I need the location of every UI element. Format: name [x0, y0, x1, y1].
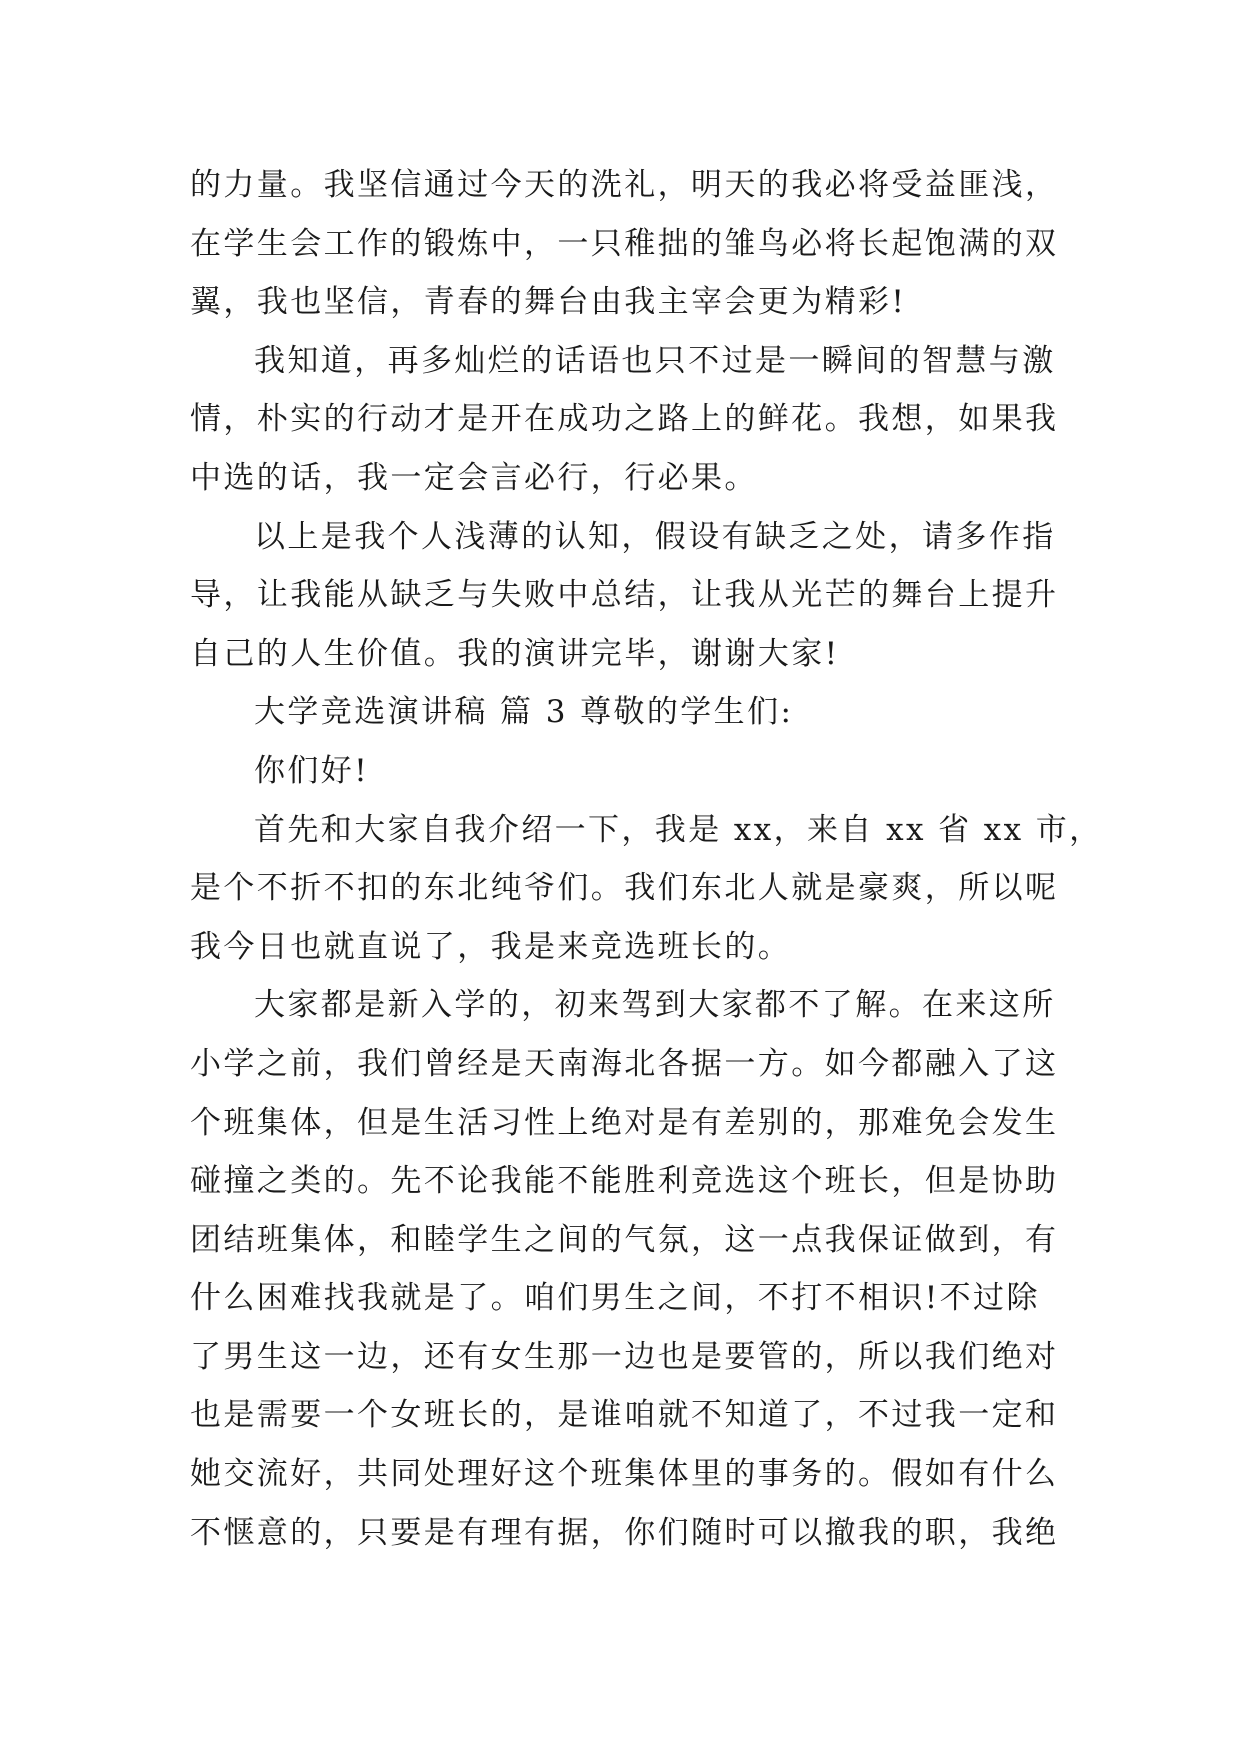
text-line: 以上是我个人浅薄的认知，假设有缺乏之处，请多作指: [254, 518, 1056, 555]
document-body: [190, 156, 1103, 1562]
text-line: 我知道，再多灿烂的话语也只不过是一瞬间的智慧与激: [254, 342, 1056, 379]
text-line: 了男生这一边，还有女生那一边也是要管的，所以我们绝对: [190, 1338, 1059, 1375]
text-line: 情，朴实的行动才是开在成功之路上的鲜花。我想，如果我: [190, 401, 1059, 438]
text-line: 中选的话，我一定会言必行，行必果。: [190, 459, 758, 496]
text-line: 大家都是新入学的，初来驾到大家都不了解。在来这所: [254, 987, 1056, 1024]
text-line: 翼，我也坚信，青春的舞台由我主宰会更为精彩!: [190, 284, 907, 321]
text-line: 首先和大家自我介绍一下，我是 xx，来自 xx 省 xx 市，: [254, 811, 1103, 848]
section-heading: 大学竞选演讲稿 篇 3 尊敬的学生们:: [254, 694, 794, 731]
text-line: 个班集体，但是生活习性上绝对是有差别的，那难免会发生: [190, 1104, 1059, 1141]
text-line: 什么困难找我就是了。咱们男生之间，不打不相识!不过除: [190, 1280, 1040, 1317]
text-line: 自己的人生价值。我的演讲完毕，谢谢大家!: [190, 635, 840, 672]
greeting-line: 你们好!: [254, 752, 370, 789]
text-line: 导，让我能从缺乏与失败中总结，让我从光芒的舞台上提升: [190, 577, 1059, 614]
text-line: 她交流好，共同处理好这个班集体里的事务的。假如有什么: [190, 1456, 1059, 1493]
text-line: 团结班集体，和睦学生之间的气氛，这一点我保证做到，有: [190, 1221, 1059, 1258]
text-line: 的力量。我坚信通过今天的洗礼，明天的我必将受益匪浅，: [190, 167, 1059, 203]
text-line: 也是需要一个女班长的，是谁咱就不知道了，不过我一定和: [190, 1397, 1059, 1434]
text-line: 是个不折不扣的东北纯爷们。我们东北人就是豪爽，所以呢: [190, 870, 1059, 907]
text-line: 小学之前，我们曾经是天南海北各据一方。如今都融入了这: [190, 1045, 1059, 1082]
text-line: 不惬意的，只要是有理有据，你们随时可以撤我的职，我绝: [190, 1514, 1059, 1551]
text-line: 碰撞之类的。先不论我能不能胜利竞选这个班长，但是协助: [190, 1163, 1059, 1200]
text-line: 在学生会工作的锻炼中，一只稚拙的雏鸟必将长起饱满的双: [190, 225, 1059, 262]
text-line: 我今日也就直说了，我是来竞选班长的。: [190, 928, 792, 965]
